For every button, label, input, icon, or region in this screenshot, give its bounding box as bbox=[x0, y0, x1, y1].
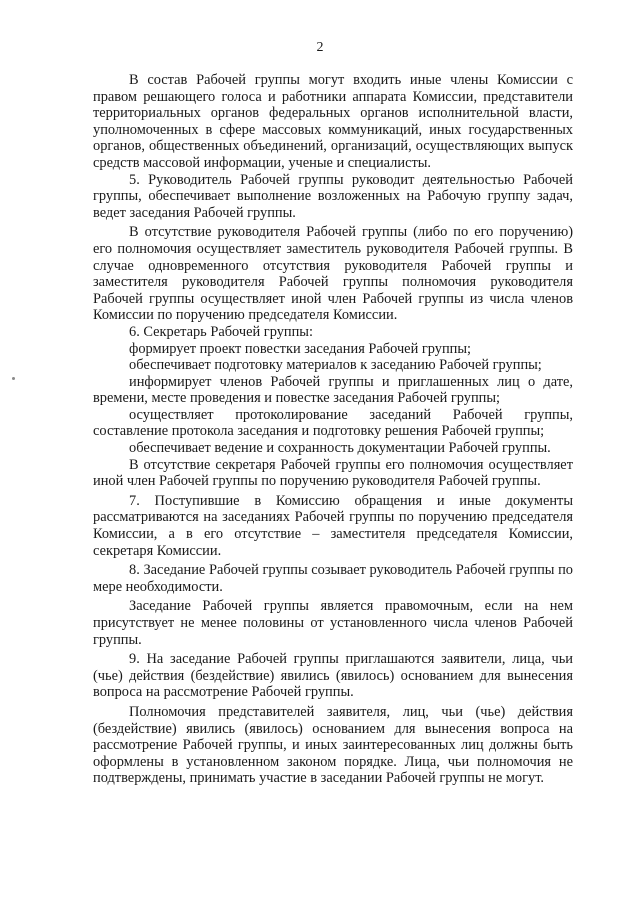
scan-speck bbox=[12, 377, 15, 380]
paragraph-6-agenda: формирует проект повестки заседания Рабочей группы; bbox=[129, 340, 472, 357]
paragraph-secretary-absence: В отсутствие секретаря Рабочей группы его полномочия осуществляет иной член Рабочей группы по поручению руководителя Рабочей группы. bbox=[93, 456, 573, 490]
paragraph-composition: В состав Рабочей группы могут входить иные члены Комиссии с правом решающего голоса и работники аппарата Комиссии, представители территориальных органов федеральных органов исполнительной власти, уполномоченных в сфере массовых коммуникаций, иных государственных органов, общественных объединений, организаций, осуществляющих выпуск средств массовой информации, ученые и специалисты. bbox=[93, 72, 573, 171]
paragraph-6-inform: информирует членов Рабочей группы и приглашенных лиц о дате, времени, месте проведения и повестке заседания Рабочей группы; bbox=[93, 373, 573, 407]
paragraph-quorum: Заседание Рабочей группы является правомочным, если на нем присутствует не менее половины от установленного числа членов Рабочей группы. bbox=[93, 598, 573, 648]
page-number: 2 bbox=[316, 40, 324, 55]
paragraph-6-secretary: 6. Секретарь Рабочей группы: bbox=[129, 323, 313, 340]
paragraph-7-appeals: 7. Поступившие в Комиссию обращения и иные документы рассматриваются на заседаниях Рабочей группы по поручению председателя Комиссии, а в его отсутствие – заместителя председателя Комиссии, секретаря Комиссии. bbox=[93, 492, 573, 559]
paragraph-6-records: обеспечивает ведение и сохранность документации Рабочей группы. bbox=[129, 440, 551, 457]
paragraph-6-protocol: осуществляет протоколирование заседаний Рабочей группы, составление протокола заседания и подготовку решения Рабочей группы; bbox=[93, 406, 573, 440]
paragraph-6-materials: обеспечивает подготовку материалов к заседанию Рабочей группы; bbox=[129, 357, 542, 374]
paragraph-5-head: 5. Руководитель Рабочей группы руководит деятельностью Рабочей группы, обеспечивает выполнение возложенных на Рабочую группу задач, ведет заседания Рабочей группы. bbox=[93, 171, 573, 221]
paragraph-representatives: Полномочия представителей заявителя, лиц, чьи (чье) действия (бездействие) явились (явилось) основанием для вынесения вопроса на рассмотрение Рабочей группы, и иных заинтересованных лиц должны быть оформлены в установленном законом порядке. Лица, чьи полномочия не подтверждены, принимать участие в заседании Рабочей группы не могут. bbox=[93, 703, 573, 787]
paragraph-9-invitees: 9. На заседание Рабочей группы приглашаются заявители, лица, чьи (чье) действия (бездействие) явились (явилось) основанием для вынесения вопроса на рассмотрение Рабочей группы. bbox=[93, 651, 573, 701]
paragraph-8-meeting: 8. Заседание Рабочей группы созывает руководитель Рабочей группы по мере необходимости. bbox=[93, 562, 573, 595]
paragraph-deputy: В отсутствие руководителя Рабочей группы (либо по его поручению) его полномочия осуществляет заместитель руководителя Рабочей группы. В случае одновременного отсутствия руководителя Рабочей группы и заместителя руководителя Рабочей группы полномочия руководителя Рабочей группы осуществляет иной член Рабочей группы из числа членов Комиссии по поручению председателя Комиссии. bbox=[93, 224, 573, 324]
document-body bbox=[93, 72, 573, 787]
